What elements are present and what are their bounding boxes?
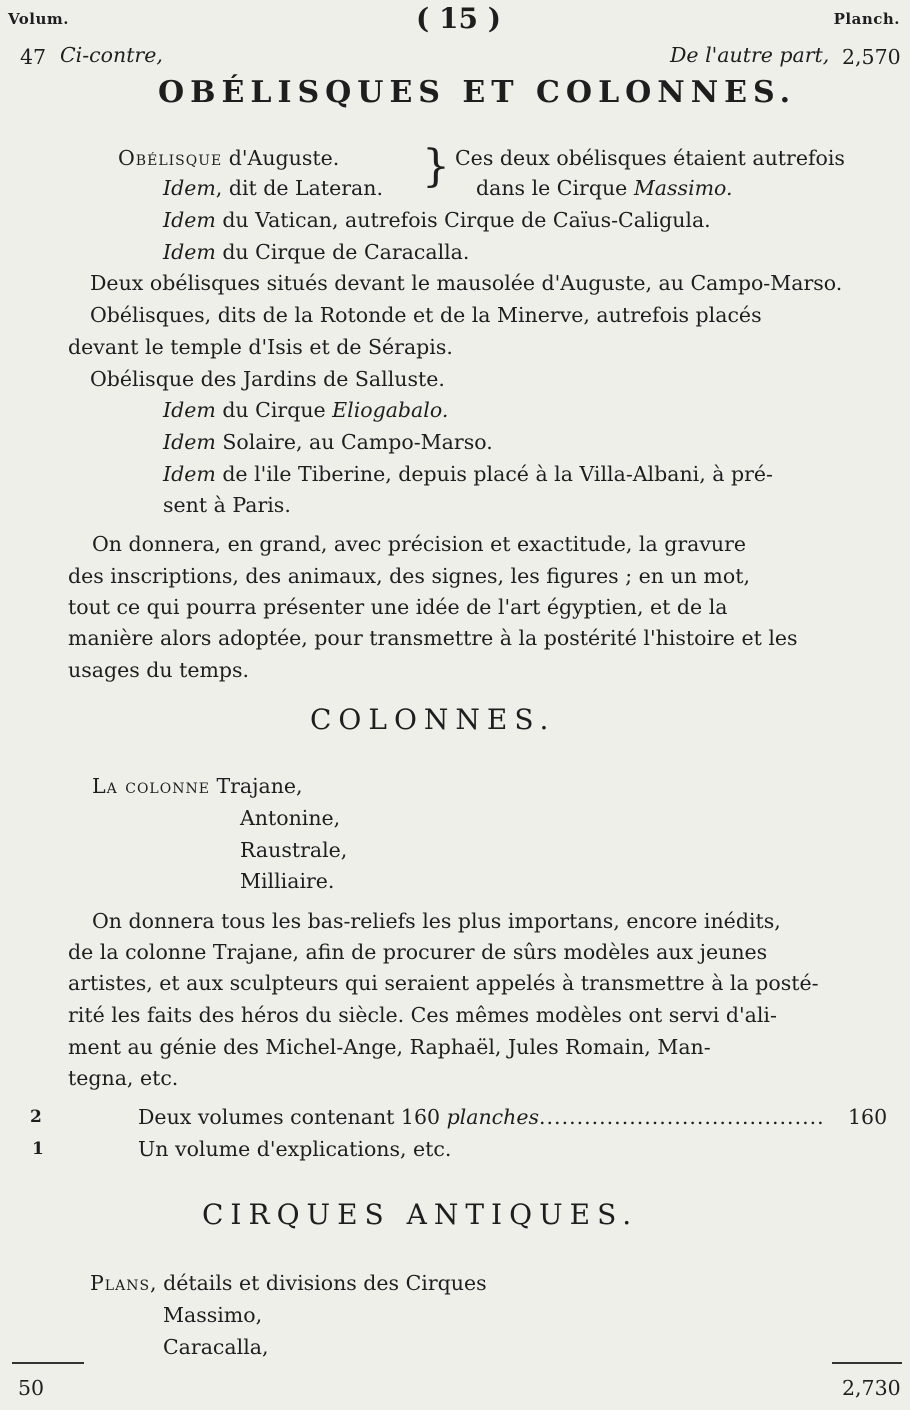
colonne-antonine: Antonine, [240, 806, 341, 830]
obelisque-auguste-text: d'Auguste. [222, 146, 340, 170]
massimo-italic: Massimo. [633, 176, 733, 200]
paragraph2-line4: rité les faits des héros du siècle. Ces mêmes modèles ont servi d'ali- [68, 1003, 777, 1027]
idem-label: Idem [163, 462, 216, 486]
eliogabalo-italic: Eliogabalo. [332, 398, 449, 422]
cirque-massimo: Massimo, [163, 1303, 263, 1327]
paragraph1-line3: tout ce qui pourra présenter une idée de l'art égyptien, et de la [68, 595, 728, 619]
obelisque-vatican [163, 205, 711, 236]
eliogabalo-pre: du Cirque [215, 398, 333, 422]
paragraph2-line5: ment au génie des Michel-Ange, Raphaël, Jules Romain, Man- [68, 1035, 711, 1059]
idem-label: Idem [163, 208, 216, 232]
section-title-obelisques: OBÉLISQUES ET COLONNES. [158, 75, 797, 110]
brace-note-line2 [476, 173, 733, 204]
obelisque-rotonde-line1: Obélisques, dits de la Rotonde et de la Minerve, autrefois placés [90, 303, 762, 327]
obelisque-tiberine [163, 459, 773, 490]
colonne-label: La colonne [92, 774, 210, 798]
entry1-leader-dots: ...................................... [539, 1105, 825, 1129]
paragraph2-line2: de la colonne Trajane, afin de procurer de sûrs modèles aux jeunes [68, 940, 768, 964]
cirque-caracalla: Caracalla, [163, 1335, 269, 1359]
obelisque-caracalla [163, 237, 469, 268]
footer-rule-right [832, 1362, 902, 1364]
idem-label: Idem [163, 430, 216, 454]
volume-column-label: Volum. [8, 10, 69, 28]
entry2-volumes: 1 [32, 1139, 44, 1159]
idem-label: Idem [163, 398, 216, 422]
carry-left-text: Ci-contre, [60, 43, 163, 67]
paragraph1-line1: On donnera, en grand, avec précision et exactitude, la gravure [92, 532, 747, 556]
idem-label: Idem [163, 176, 216, 200]
entry1-text: Deux volumes contenant 160 [138, 1105, 447, 1129]
lateran-text: , dit de Lateran. [215, 176, 383, 200]
vatican-text: du Vatican, autrefois Cirque de Caïus-Caligula. [215, 208, 711, 232]
obelisque-rotonde-line2: devant le temple d'Isis et de Sérapis. [68, 335, 453, 359]
brace-note-text: dans le Cirque [476, 176, 634, 200]
colonne-milliaire: Milliaire. [240, 869, 335, 893]
entry1-volumes: 2 [30, 1107, 42, 1127]
footer-rule-left [12, 1362, 84, 1364]
carry-right-number: 2,570 [842, 45, 901, 69]
brace-note-line1: Ces deux obélisques étaient autrefois [455, 146, 845, 170]
obelisque-label: Obélisque [118, 146, 223, 170]
footer-total-volumes: 50 [18, 1376, 45, 1400]
entry2-description: Un volume d'explications, etc. [138, 1137, 452, 1161]
obelisque-eliogabalo [163, 395, 448, 426]
paragraph1-line4: manière alors adoptée, pour transmettre à la postérité l'histoire et les [68, 626, 798, 650]
page-number: ( 15 ) [416, 2, 501, 35]
paragraph2-line3: artistes, et aux sculpteurs qui seraient appelés à transmettre à la posté- [68, 971, 819, 995]
paragraph1-line5: usages du temps. [68, 658, 250, 682]
section-title-colonnes: COLONNES. [310, 703, 556, 736]
entry1-planches-count: 160 [848, 1105, 888, 1129]
plans-label: Plans [90, 1271, 151, 1295]
trajane-text: Trajane, [209, 774, 303, 798]
obelisque-tiberine-cont: sent à Paris. [163, 493, 291, 517]
carry-left-number: 47 [20, 45, 47, 69]
paragraph2-line1: On donnera tous les bas-reliefs les plus importans, encore inédits, [92, 909, 781, 933]
solaire-text: Solaire, au Campo-Marso. [215, 430, 493, 454]
colonne-raustrale: Raustrale, [240, 838, 348, 862]
entry1-planches-italic: planches [446, 1105, 540, 1129]
section-title-cirques: CIRQUES ANTIQUES. [202, 1198, 639, 1231]
obelisque-solaire [163, 427, 493, 458]
paragraph2-line6: tegna, etc. [68, 1066, 179, 1090]
obelisque-mausolee: Deux obélisques situés devant le mausolée d'Auguste, au Campo-Marso. [90, 271, 843, 295]
cirques-plans [90, 1268, 487, 1299]
planches-column-label: Planch. [833, 10, 900, 28]
obelisque-lateran [163, 173, 383, 204]
idem-label: Idem [163, 240, 216, 264]
entry1-description [138, 1102, 825, 1133]
tiberine-text: de l'ile Tiberine, depuis placé à la Villa-Albani, à pré- [215, 462, 773, 486]
obelisque-salluste: Obélisque des Jardins de Salluste. [90, 367, 445, 391]
paragraph1-line2: des inscriptions, des animaux, des signes, les figures ; en un mot, [68, 564, 750, 588]
caracalla-text: du Cirque de Caracalla. [215, 240, 470, 264]
colonne-trajane [92, 771, 303, 802]
carry-right-text: De l'autre part, [670, 43, 830, 67]
obelisque-auguste [118, 143, 339, 174]
footer-total-planches: 2,730 [842, 1376, 901, 1400]
brace-icon: } [422, 141, 450, 192]
plans-text: , détails et divisions des Cirques [150, 1271, 487, 1295]
